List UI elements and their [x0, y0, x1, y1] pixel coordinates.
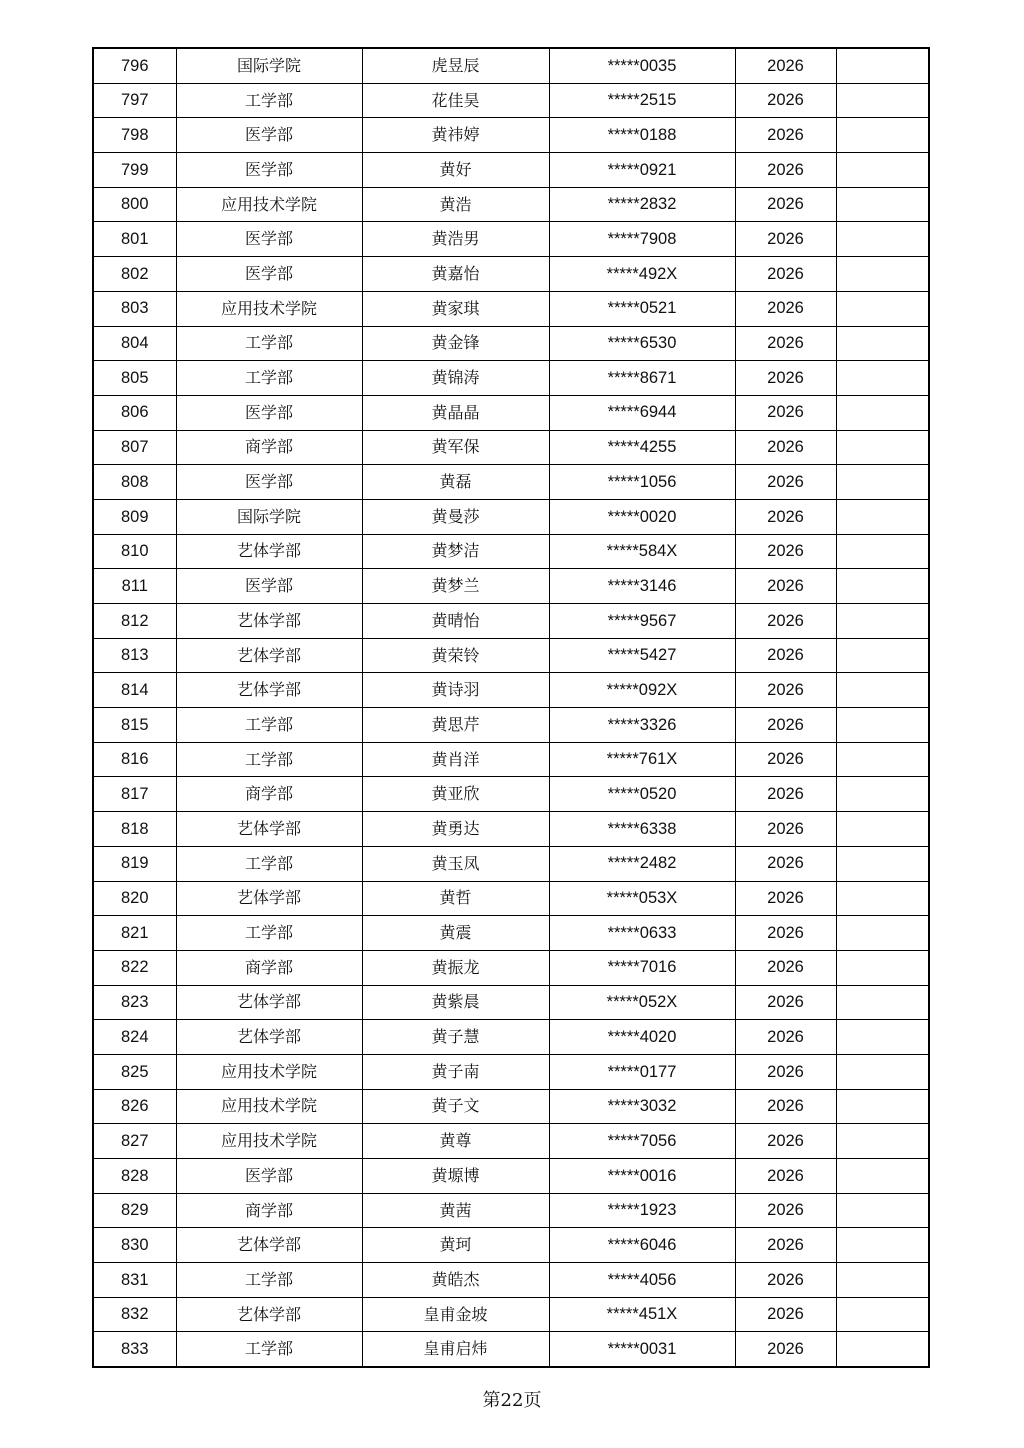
row-number-cell: 820 [93, 881, 176, 916]
row-number-cell: 822 [93, 950, 176, 985]
id-number-cell: *****0020 [549, 499, 735, 534]
id-number-cell: *****6046 [549, 1228, 735, 1263]
table-row [93, 291, 929, 326]
student-name-cell: 皇甫金坡 [362, 1297, 549, 1332]
year-cell: 2026 [735, 222, 836, 257]
year-cell: 2026 [735, 638, 836, 673]
student-name-cell: 黄金锋 [362, 326, 549, 361]
department-cell: 应用技术学院 [176, 1054, 362, 1089]
department-cell: 艺体学部 [176, 1020, 362, 1055]
year-cell: 2026 [735, 153, 836, 188]
table-row [93, 1297, 929, 1332]
row-number-cell: 810 [93, 534, 176, 569]
note-cell [836, 1159, 929, 1194]
table-body [93, 48, 929, 1367]
row-number-cell: 826 [93, 1089, 176, 1124]
note-cell [836, 881, 929, 916]
row-number-cell: 818 [93, 812, 176, 847]
row-number-cell: 809 [93, 499, 176, 534]
table-row [93, 534, 929, 569]
department-cell: 工学部 [176, 361, 362, 396]
department-cell: 工学部 [176, 326, 362, 361]
department-cell: 商学部 [176, 777, 362, 812]
table-row [93, 916, 929, 951]
department-cell: 医学部 [176, 257, 362, 292]
student-name-cell: 黄塬博 [362, 1159, 549, 1194]
id-number-cell: *****0177 [549, 1054, 735, 1089]
note-cell [836, 638, 929, 673]
student-name-cell: 黄浩 [362, 187, 549, 222]
id-number-cell: *****092X [549, 673, 735, 708]
department-cell: 艺体学部 [176, 881, 362, 916]
department-cell: 医学部 [176, 569, 362, 604]
id-number-cell: *****052X [549, 985, 735, 1020]
year-cell: 2026 [735, 985, 836, 1020]
student-name-cell: 黄玉凤 [362, 846, 549, 881]
year-cell: 2026 [735, 395, 836, 430]
year-cell: 2026 [735, 916, 836, 951]
student-name-cell: 黄尊 [362, 1124, 549, 1159]
note-cell [836, 846, 929, 881]
year-cell: 2026 [735, 1124, 836, 1159]
id-number-cell: *****2482 [549, 846, 735, 881]
row-number-cell: 823 [93, 985, 176, 1020]
department-cell: 国际学院 [176, 48, 362, 83]
id-number-cell: *****0633 [549, 916, 735, 951]
student-name-cell: 黄皓杰 [362, 1263, 549, 1298]
id-number-cell: *****9567 [549, 604, 735, 639]
note-cell [836, 153, 929, 188]
student-name-cell: 黄好 [362, 153, 549, 188]
table-row [93, 257, 929, 292]
department-cell: 应用技术学院 [176, 1124, 362, 1159]
student-name-cell: 黄祎婷 [362, 118, 549, 153]
year-cell: 2026 [735, 846, 836, 881]
id-number-cell: *****492X [549, 257, 735, 292]
table-row [93, 1228, 929, 1263]
year-cell: 2026 [735, 534, 836, 569]
note-cell [836, 395, 929, 430]
department-cell: 工学部 [176, 708, 362, 743]
department-cell: 医学部 [176, 222, 362, 257]
department-cell: 医学部 [176, 1159, 362, 1194]
table-row [93, 1124, 929, 1159]
table-row [93, 395, 929, 430]
note-cell [836, 777, 929, 812]
id-number-cell: *****6530 [549, 326, 735, 361]
department-cell: 工学部 [176, 742, 362, 777]
row-number-cell: 829 [93, 1193, 176, 1228]
year-cell: 2026 [735, 430, 836, 465]
table-row [93, 1263, 929, 1298]
row-number-cell: 812 [93, 604, 176, 639]
student-name-cell: 皇甫启炜 [362, 1332, 549, 1367]
note-cell [836, 361, 929, 396]
department-cell: 工学部 [176, 846, 362, 881]
table-row [93, 742, 929, 777]
year-cell: 2026 [735, 1332, 836, 1367]
id-number-cell: *****6944 [549, 395, 735, 430]
note-cell [836, 1054, 929, 1089]
id-number-cell: *****0031 [549, 1332, 735, 1367]
year-cell: 2026 [735, 1193, 836, 1228]
note-cell [836, 604, 929, 639]
row-number-cell: 806 [93, 395, 176, 430]
year-cell: 2026 [735, 881, 836, 916]
id-number-cell: *****0520 [549, 777, 735, 812]
row-number-cell: 804 [93, 326, 176, 361]
id-number-cell: *****053X [549, 881, 735, 916]
year-cell: 2026 [735, 257, 836, 292]
student-name-cell: 黄哲 [362, 881, 549, 916]
table-row [93, 153, 929, 188]
department-cell: 应用技术学院 [176, 1089, 362, 1124]
row-number-cell: 831 [93, 1263, 176, 1298]
row-number-cell: 828 [93, 1159, 176, 1194]
year-cell: 2026 [735, 1054, 836, 1089]
year-cell: 2026 [735, 950, 836, 985]
id-number-cell: *****0188 [549, 118, 735, 153]
id-number-cell: *****0521 [549, 291, 735, 326]
note-cell [836, 1263, 929, 1298]
row-number-cell: 800 [93, 187, 176, 222]
note-cell [836, 950, 929, 985]
table-row [93, 83, 929, 118]
student-name-cell: 黄嘉怡 [362, 257, 549, 292]
student-name-cell: 黄磊 [362, 465, 549, 500]
id-number-cell: *****7016 [549, 950, 735, 985]
year-cell: 2026 [735, 604, 836, 639]
year-cell: 2026 [735, 361, 836, 396]
id-number-cell: *****2832 [549, 187, 735, 222]
row-number-cell: 814 [93, 673, 176, 708]
department-cell: 艺体学部 [176, 1228, 362, 1263]
student-name-cell: 黄军保 [362, 430, 549, 465]
department-cell: 艺体学部 [176, 604, 362, 639]
student-name-cell: 虎昱辰 [362, 48, 549, 83]
department-cell: 工学部 [176, 916, 362, 951]
student-name-cell: 黄子南 [362, 1054, 549, 1089]
department-cell: 国际学院 [176, 499, 362, 534]
table-row [93, 187, 929, 222]
table-row [93, 118, 929, 153]
department-cell: 医学部 [176, 153, 362, 188]
row-number-cell: 808 [93, 465, 176, 500]
table-row [93, 777, 929, 812]
department-cell: 艺体学部 [176, 534, 362, 569]
note-cell [836, 1228, 929, 1263]
note-cell [836, 118, 929, 153]
department-cell: 医学部 [176, 465, 362, 500]
row-number-cell: 815 [93, 708, 176, 743]
student-name-cell: 黄珂 [362, 1228, 549, 1263]
note-cell [836, 1020, 929, 1055]
row-number-cell: 817 [93, 777, 176, 812]
row-number-cell: 811 [93, 569, 176, 604]
table-row [93, 1089, 929, 1124]
department-cell: 艺体学部 [176, 673, 362, 708]
id-number-cell: *****0921 [549, 153, 735, 188]
note-cell [836, 985, 929, 1020]
student-name-cell: 黄锦涛 [362, 361, 549, 396]
year-cell: 2026 [735, 1263, 836, 1298]
student-name-cell: 黄茜 [362, 1193, 549, 1228]
student-name-cell: 黄思芹 [362, 708, 549, 743]
note-cell [836, 534, 929, 569]
table-row [93, 569, 929, 604]
year-cell: 2026 [735, 812, 836, 847]
table-row [93, 326, 929, 361]
id-number-cell: *****451X [549, 1297, 735, 1332]
id-number-cell: *****6338 [549, 812, 735, 847]
student-name-cell: 黄晶晶 [362, 395, 549, 430]
id-number-cell: *****8671 [549, 361, 735, 396]
row-number-cell: 824 [93, 1020, 176, 1055]
student-name-cell: 黄家琪 [362, 291, 549, 326]
department-cell: 艺体学部 [176, 638, 362, 673]
row-number-cell: 821 [93, 916, 176, 951]
id-number-cell: *****3146 [549, 569, 735, 604]
id-number-cell: *****584X [549, 534, 735, 569]
note-cell [836, 499, 929, 534]
row-number-cell: 833 [93, 1332, 176, 1367]
table-row [93, 950, 929, 985]
student-list-table [92, 47, 930, 1368]
student-name-cell: 黄曼莎 [362, 499, 549, 534]
id-number-cell: *****4255 [549, 430, 735, 465]
year-cell: 2026 [735, 326, 836, 361]
row-number-cell: 807 [93, 430, 176, 465]
row-number-cell: 798 [93, 118, 176, 153]
id-number-cell: *****761X [549, 742, 735, 777]
year-cell: 2026 [735, 777, 836, 812]
row-number-cell: 802 [93, 257, 176, 292]
table-row [93, 1159, 929, 1194]
year-cell: 2026 [735, 499, 836, 534]
page-number: 第22页 [482, 1390, 542, 1411]
table-row [93, 465, 929, 500]
table-row [93, 985, 929, 1020]
row-number-cell: 799 [93, 153, 176, 188]
year-cell: 2026 [735, 465, 836, 500]
table-row [93, 1054, 929, 1089]
student-name-cell: 黄浩男 [362, 222, 549, 257]
row-number-cell: 803 [93, 291, 176, 326]
note-cell [836, 1124, 929, 1159]
student-name-cell: 黄子文 [362, 1089, 549, 1124]
table-row [93, 499, 929, 534]
row-number-cell: 816 [93, 742, 176, 777]
year-cell: 2026 [735, 48, 836, 83]
row-number-cell: 797 [93, 83, 176, 118]
student-name-cell: 黄振龙 [362, 950, 549, 985]
year-cell: 2026 [735, 1020, 836, 1055]
student-name-cell: 黄诗羽 [362, 673, 549, 708]
department-cell: 商学部 [176, 1193, 362, 1228]
note-cell [836, 326, 929, 361]
department-cell: 工学部 [176, 83, 362, 118]
note-cell [836, 1193, 929, 1228]
table-row [93, 881, 929, 916]
row-number-cell: 827 [93, 1124, 176, 1159]
id-number-cell: *****1056 [549, 465, 735, 500]
table-row [93, 846, 929, 881]
row-number-cell: 796 [93, 48, 176, 83]
row-number-cell: 832 [93, 1297, 176, 1332]
year-cell: 2026 [735, 1159, 836, 1194]
student-name-cell: 黄梦兰 [362, 569, 549, 604]
row-number-cell: 825 [93, 1054, 176, 1089]
student-name-cell: 黄荣铃 [362, 638, 549, 673]
note-cell [836, 742, 929, 777]
id-number-cell: *****7908 [549, 222, 735, 257]
year-cell: 2026 [735, 83, 836, 118]
department-cell: 应用技术学院 [176, 187, 362, 222]
year-cell: 2026 [735, 742, 836, 777]
student-name-cell: 黄亚欣 [362, 777, 549, 812]
student-name-cell: 黄紫晨 [362, 985, 549, 1020]
note-cell [836, 430, 929, 465]
department-cell: 工学部 [176, 1263, 362, 1298]
note-cell [836, 257, 929, 292]
table-row [93, 1020, 929, 1055]
table-row [93, 812, 929, 847]
table-row [93, 638, 929, 673]
note-cell [836, 465, 929, 500]
department-cell: 艺体学部 [176, 812, 362, 847]
table-row [93, 430, 929, 465]
id-number-cell: *****3032 [549, 1089, 735, 1124]
table-row [93, 708, 929, 743]
student-name-cell: 黄肖洋 [362, 742, 549, 777]
table-row [93, 673, 929, 708]
year-cell: 2026 [735, 673, 836, 708]
id-number-cell: *****4056 [549, 1263, 735, 1298]
table-row [93, 361, 929, 396]
department-cell: 艺体学部 [176, 1297, 362, 1332]
department-cell: 商学部 [176, 950, 362, 985]
table-row [93, 1332, 929, 1367]
note-cell [836, 187, 929, 222]
id-number-cell: *****5427 [549, 638, 735, 673]
note-cell [836, 916, 929, 951]
student-name-cell: 黄晴怡 [362, 604, 549, 639]
note-cell [836, 708, 929, 743]
department-cell: 艺体学部 [176, 985, 362, 1020]
id-number-cell: *****3326 [549, 708, 735, 743]
year-cell: 2026 [735, 708, 836, 743]
note-cell [836, 291, 929, 326]
note-cell [836, 222, 929, 257]
row-number-cell: 801 [93, 222, 176, 257]
note-cell [836, 1297, 929, 1332]
student-name-cell: 黄子慧 [362, 1020, 549, 1055]
id-number-cell: *****0035 [549, 48, 735, 83]
year-cell: 2026 [735, 569, 836, 604]
table-row [93, 222, 929, 257]
id-number-cell: *****4020 [549, 1020, 735, 1055]
note-cell [836, 569, 929, 604]
id-number-cell: *****2515 [549, 83, 735, 118]
table-row [93, 604, 929, 639]
note-cell [836, 673, 929, 708]
id-number-cell: *****0016 [549, 1159, 735, 1194]
table-row [93, 1193, 929, 1228]
department-cell: 医学部 [176, 395, 362, 430]
year-cell: 2026 [735, 1228, 836, 1263]
department-cell: 工学部 [176, 1332, 362, 1367]
year-cell: 2026 [735, 187, 836, 222]
student-name-cell: 黄勇达 [362, 812, 549, 847]
year-cell: 2026 [735, 1089, 836, 1124]
id-number-cell: *****7056 [549, 1124, 735, 1159]
student-name-cell: 花佳昊 [362, 83, 549, 118]
note-cell [836, 48, 929, 83]
row-number-cell: 805 [93, 361, 176, 396]
student-name-cell: 黄震 [362, 916, 549, 951]
department-cell: 医学部 [176, 118, 362, 153]
note-cell [836, 812, 929, 847]
row-number-cell: 813 [93, 638, 176, 673]
row-number-cell: 819 [93, 846, 176, 881]
table-row [93, 48, 929, 83]
student-name-cell: 黄梦洁 [362, 534, 549, 569]
year-cell: 2026 [735, 1297, 836, 1332]
note-cell [836, 83, 929, 118]
row-number-cell: 830 [93, 1228, 176, 1263]
note-cell [836, 1332, 929, 1367]
department-cell: 应用技术学院 [176, 291, 362, 326]
year-cell: 2026 [735, 118, 836, 153]
id-number-cell: *****1923 [549, 1193, 735, 1228]
year-cell: 2026 [735, 291, 836, 326]
note-cell [836, 1089, 929, 1124]
department-cell: 商学部 [176, 430, 362, 465]
